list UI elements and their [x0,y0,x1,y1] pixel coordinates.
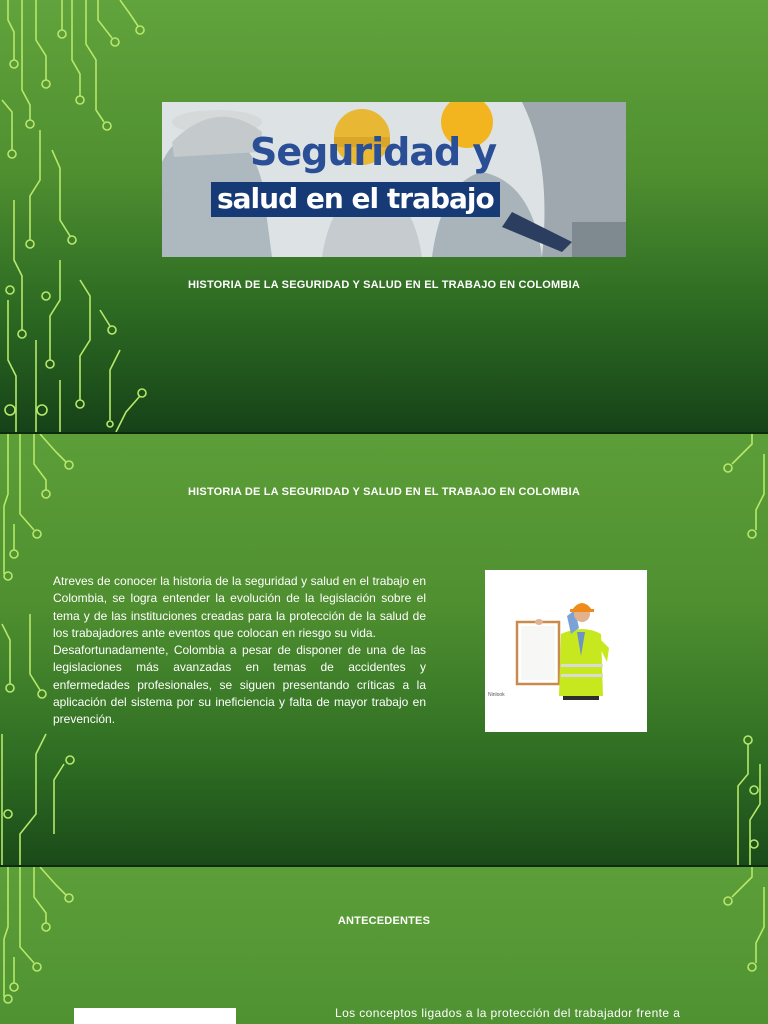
circuit-decoration-left [0,867,90,1024]
circuit-decoration-left [0,0,160,432]
circuit-decoration-right [698,434,768,865]
slide-2-paragraph-2: Desafortunadamente, Colombia a pesar de disponer de una de las legislaciones más avanzadas en temas de accidentes y enfermedades profesionales, se siguen presentando críticas a la aplicación del sistema por su ineficiencia y falta de mayor trabajo en prevención. [53,643,426,727]
workers-photo-background [162,102,626,257]
slide-1-heading: HISTORIA DE LA SEGURIDAD Y SALUD EN EL TRABAJO EN COLOMBIA [188,279,580,291]
slide-2-heading: HISTORIA DE LA SEGURIDAD Y SALUD EN EL TRABAJO EN COLOMBIA [188,486,580,498]
slide-3 [0,867,768,1024]
circuit-decoration-right [698,867,768,1024]
slide-3-image [74,1008,236,1024]
slide-2 [0,434,768,865]
worker-illustration [485,570,647,732]
title-banner-image [162,102,626,257]
slide-3-body-text: Los conceptos ligados a la protección del trabajador frente a [335,1006,681,1020]
slide-2-body-text [53,573,426,729]
worker-holding-board-image [485,570,647,732]
svg-text:Ninlook: Ninlook [488,692,505,698]
banner-subtitle-text: salud en el trabajo [211,182,500,217]
banner-title-text: Seguridad y [250,130,497,174]
slide-2-paragraph-1: Atreves de conocer la historia de la seguridad y salud en el trabajo en Colombia, se logra entender la evolución de la legislación sobre el tema y de las instituciones creadas para la protección de la salud de los trabajadores ante eventos que colocan en riesgo su vida. [53,574,426,640]
slide-3-heading: ANTECEDENTES [337,915,431,927]
slide-1 [0,0,768,432]
